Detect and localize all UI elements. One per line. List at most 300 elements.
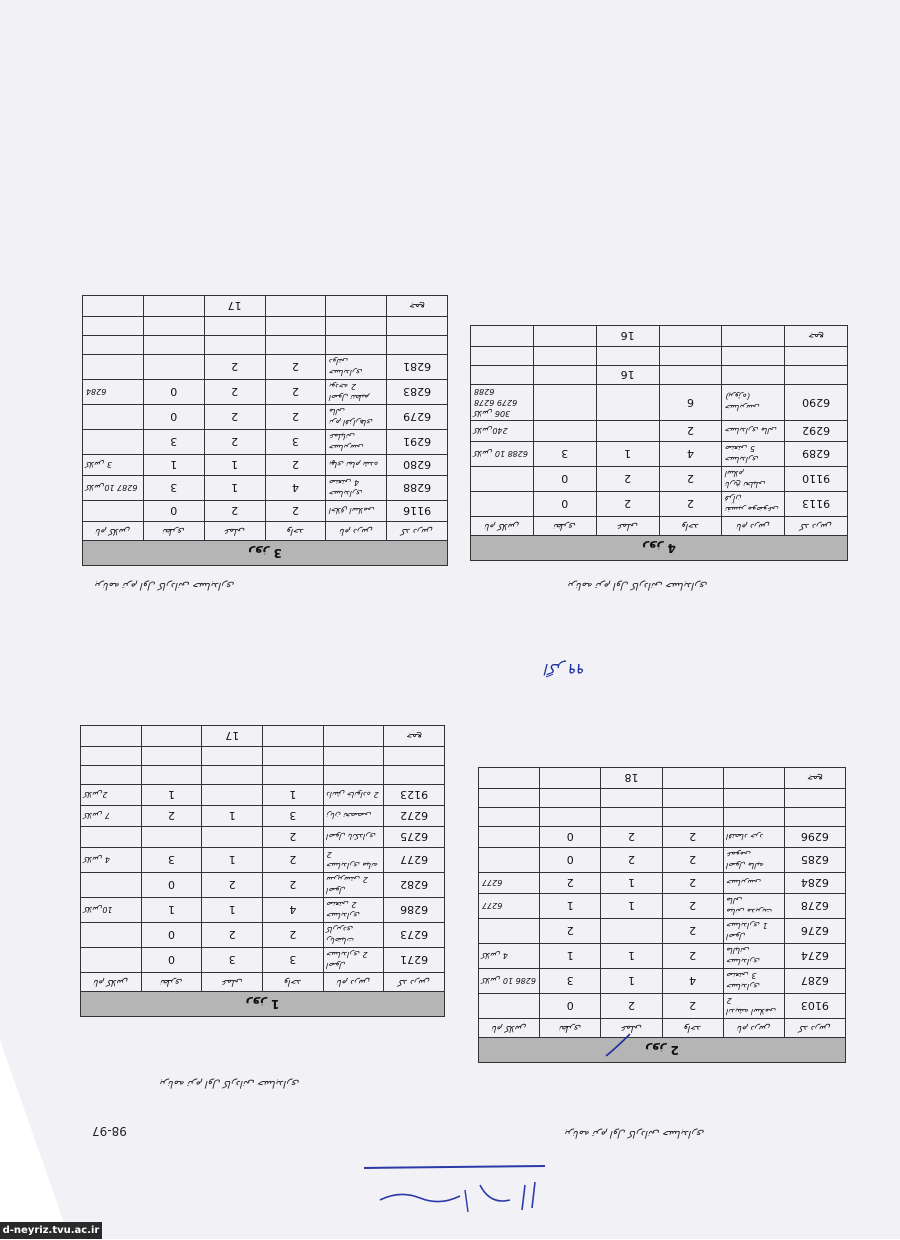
handwritten-note: ۹۹ اگر: [545, 660, 586, 678]
cell-units: 2: [265, 380, 326, 405]
cell-practical: [596, 421, 659, 442]
empty-cell: [533, 326, 596, 347]
cell-group: کلاس240: [471, 421, 534, 442]
cell-lesson: حسابداری مالیاتی: [723, 944, 784, 969]
cell-code: 6287: [784, 969, 845, 994]
cell-practical: 1: [601, 969, 662, 994]
site-badge: d-neyriz.tvu.ac.ir: [0, 1222, 102, 1239]
cell-group: 6277: [479, 894, 540, 919]
cell-group: [479, 848, 540, 873]
table-title: روز 4: [471, 536, 848, 561]
cell-code: 6273: [384, 923, 445, 948]
blank-row: [81, 747, 445, 766]
table-row: [471, 442, 848, 467]
total-label: جمع: [784, 768, 845, 789]
cell-group: [83, 355, 144, 380]
cell-practical: 2: [601, 994, 662, 1019]
cell-units: 2: [265, 455, 326, 476]
cell-practical: 1: [204, 476, 265, 501]
cell-group: [83, 430, 144, 455]
cell-theory: 3: [141, 848, 202, 873]
cell-group: [479, 994, 540, 1019]
cell-practical: 2: [601, 848, 662, 873]
table-row: [81, 848, 445, 873]
cell-group: [81, 923, 142, 948]
cell-lesson: حسابداری دولتی: [326, 355, 387, 380]
table-row: [479, 919, 846, 944]
empty-cell: [471, 366, 534, 385]
empty-cell: [81, 726, 142, 747]
cell-lesson: دانش خانواده 2: [323, 785, 384, 806]
empty-cell: [471, 347, 534, 366]
cell-units: 2: [265, 501, 326, 522]
empty-cell: [83, 317, 144, 336]
table-row: [81, 785, 445, 806]
cell-practical: 1: [596, 442, 659, 467]
blank-row: [83, 336, 448, 355]
schedule-table-day1: [80, 725, 445, 1017]
header-group: نام کلاس: [81, 973, 142, 992]
cell-practical: 2: [596, 467, 659, 492]
cell-group: کلاس 10 6288: [471, 442, 534, 467]
empty-cell: [662, 789, 723, 808]
table-row: [479, 827, 846, 848]
table-row: [81, 827, 445, 848]
cell-lesson: حسابرسی: [723, 873, 784, 894]
cell-group: [471, 492, 534, 517]
cell-theory: 0: [533, 492, 596, 517]
cell-code: 9110: [785, 467, 848, 492]
cell-theory: 1: [540, 894, 601, 919]
cell-practical: 2: [204, 430, 265, 455]
table-row: [479, 969, 846, 994]
cell-units: 3: [263, 948, 324, 973]
header-group: نام کلاس: [471, 517, 534, 536]
cell-practical: 1: [601, 873, 662, 894]
blank-row: [479, 808, 846, 827]
cell-units: 2: [263, 827, 324, 848]
cell-practical: [202, 827, 263, 848]
cell-practical: 2: [601, 827, 662, 848]
empty-cell: [384, 747, 445, 766]
total-value: 17: [202, 726, 263, 747]
total-row: [83, 296, 448, 317]
cell-practical: 1: [202, 806, 263, 827]
table-row: [81, 948, 445, 973]
cell-group: [83, 501, 144, 522]
header-lesson: نام درس: [323, 973, 384, 992]
cell-units: 2: [263, 848, 324, 873]
cell-group: [81, 948, 142, 973]
empty-cell: [601, 789, 662, 808]
header-theory: نظری: [540, 1019, 601, 1038]
empty-cell: [81, 766, 142, 785]
header-code: کد درس: [784, 1019, 845, 1038]
cell-practical: 2: [204, 380, 265, 405]
empty-cell: [722, 366, 785, 385]
table-row: [83, 355, 448, 380]
cell-units: 6: [659, 385, 722, 421]
empty-cell: [596, 347, 659, 366]
header-lesson: نام درس: [326, 522, 387, 541]
cell-group: کلاس 306 6278 6279 6288: [471, 385, 534, 421]
cell-code: 9113: [785, 492, 848, 517]
cell-lesson: اصول مالیه عمومی: [723, 848, 784, 873]
empty-cell: [265, 317, 326, 336]
cell-lesson: تاریخ تحلیلی اسلام: [722, 467, 785, 492]
table-row: [81, 923, 445, 948]
empty-cell: [83, 296, 144, 317]
empty-cell: [387, 336, 448, 355]
empty-cell: [785, 366, 848, 385]
subtotal-cell: 16: [596, 366, 659, 385]
cell-lesson: اقتصاد خرد: [723, 827, 784, 848]
empty-cell: [323, 747, 384, 766]
cell-theory: [533, 421, 596, 442]
cell-code: 6289: [785, 442, 848, 467]
caption-day3: برنامه ترم اول کاردانی حسابداری: [95, 580, 235, 591]
cell-code: 6296: [784, 827, 845, 848]
cell-code: 9123: [384, 785, 445, 806]
empty-cell: [723, 789, 784, 808]
cell-lesson: مبانی مدیریت مالی: [723, 894, 784, 919]
empty-cell: [533, 347, 596, 366]
table-title: روز 3: [83, 541, 448, 566]
cell-theory: 0: [540, 994, 601, 1019]
empty-cell: [83, 336, 144, 355]
cell-theory: 3: [143, 476, 204, 501]
cell-units: 2: [263, 923, 324, 948]
cell-units: 2: [659, 467, 722, 492]
pen-mark-icon: [604, 1030, 634, 1060]
cell-units: 2: [662, 944, 723, 969]
cell-code: 6279: [387, 405, 448, 430]
empty-cell: [326, 317, 387, 336]
empty-cell: [143, 336, 204, 355]
table-row: [81, 806, 445, 827]
table-title: روز 2: [479, 1038, 846, 1063]
cell-units: 2: [265, 405, 326, 430]
cell-units: 2: [662, 873, 723, 894]
header-code: کد درس: [387, 522, 448, 541]
cell-theory: 0: [143, 501, 204, 522]
cell-theory: 0: [533, 467, 596, 492]
table-row: [83, 501, 448, 522]
cell-code: 6288: [387, 476, 448, 501]
year-label: 98-97: [92, 1124, 127, 1138]
empty-cell: [143, 296, 204, 317]
header-units: واحد: [659, 517, 722, 536]
empty-cell: [141, 766, 202, 785]
empty-cell: [263, 726, 324, 747]
cell-theory: 2: [540, 919, 601, 944]
cell-practical: 1: [601, 944, 662, 969]
cell-practical: 2: [204, 501, 265, 522]
cell-code: 6274: [784, 944, 845, 969]
empty-cell: [601, 808, 662, 827]
empty-cell: [722, 326, 785, 347]
cell-practical: 2: [204, 405, 265, 430]
table-row: [81, 873, 445, 898]
cell-theory: 0: [143, 405, 204, 430]
cell-theory: 0: [141, 873, 202, 898]
cell-units: 4: [662, 969, 723, 994]
empty-cell: [202, 766, 263, 785]
cell-units: 2: [662, 848, 723, 873]
cell-theory: 1: [141, 898, 202, 923]
cell-code: 6276: [784, 919, 845, 944]
schedule-table-day4: [470, 325, 848, 561]
empty-cell: [204, 317, 265, 336]
cell-units: 1: [263, 785, 324, 806]
cell-practical: 1: [202, 848, 263, 873]
cell-practical: [601, 919, 662, 944]
cell-group: [479, 827, 540, 848]
header-theory: نظری: [533, 517, 596, 536]
header-theory: نظری: [143, 522, 204, 541]
empty-cell: [723, 808, 784, 827]
cell-practical: 1: [204, 455, 265, 476]
cell-lesson: اصول حسابداری 2: [323, 948, 384, 973]
cell-practical: 1: [202, 898, 263, 923]
cell-theory: 0: [141, 923, 202, 948]
header-theory: نظری: [141, 973, 202, 992]
table-row: [83, 380, 448, 405]
empty-cell: [479, 789, 540, 808]
blank-row: [83, 317, 448, 336]
table-row: [479, 848, 846, 873]
empty-cell: [323, 766, 384, 785]
total-label: جمع: [384, 726, 445, 747]
table-row: [479, 994, 846, 1019]
empty-cell: [323, 726, 384, 747]
table-block-day3: [82, 140, 448, 566]
cell-group: [81, 827, 142, 848]
empty-cell: [662, 768, 723, 789]
cell-code: 6292: [785, 421, 848, 442]
header-code: کد درس: [384, 973, 445, 992]
cell-lesson: اندیشه اسلامی 2: [723, 994, 784, 1019]
cell-lesson: اصول بانکداری: [323, 827, 384, 848]
cell-group: [471, 467, 534, 492]
cell-group: [479, 919, 540, 944]
cell-units: 2: [659, 492, 722, 517]
cell-code: 6278: [784, 894, 845, 919]
schedule-table-day3: [82, 295, 448, 566]
cell-group: کلاس 4: [81, 848, 142, 873]
cell-lesson: اخلاق اسلامی: [326, 501, 387, 522]
cell-units: 4: [659, 442, 722, 467]
cell-code: 6290: [785, 385, 848, 421]
empty-cell: [533, 366, 596, 385]
cell-theory: 0: [540, 827, 601, 848]
empty-cell: [265, 336, 326, 355]
cell-practical: 3: [202, 948, 263, 973]
cell-theory: 0: [141, 948, 202, 973]
cell-lesson: اصول سرپرستی 2: [323, 873, 384, 898]
caption-day2: برنامه ترم اول کاردانی حسابداری: [565, 1128, 705, 1139]
empty-cell: [784, 789, 845, 808]
cell-theory: 3: [533, 442, 596, 467]
cell-units: 3: [263, 806, 324, 827]
table-row: [83, 405, 448, 430]
cell-theory: 0: [540, 848, 601, 873]
cell-lesson: حسابداری صنعتی 5: [722, 442, 785, 467]
empty-cell: [659, 347, 722, 366]
cell-lesson: اصول تنظیم بودجه 2: [326, 380, 387, 405]
cell-units: 2: [265, 355, 326, 380]
cell-lesson: زبان تخصصی: [323, 806, 384, 827]
cell-lesson: نرم افزارهای مالی: [326, 405, 387, 430]
cell-group: کلاس2: [81, 785, 142, 806]
empty-cell: [326, 296, 387, 317]
cell-units: 4: [263, 898, 324, 923]
cell-units: 3: [265, 430, 326, 455]
table-row: [471, 421, 848, 442]
empty-cell: [81, 747, 142, 766]
cell-code: 6272: [384, 806, 445, 827]
header-units: واحد: [263, 973, 324, 992]
table-row: [83, 455, 448, 476]
cell-theory: 2: [141, 806, 202, 827]
cell-lesson: تفسیر موضوعی قرآن: [722, 492, 785, 517]
cell-code: 9116: [387, 501, 448, 522]
caption-day4: برنامه ترم اول کاردانی حسابداری: [568, 580, 708, 591]
cell-group: [83, 405, 144, 430]
cell-units: 4: [265, 476, 326, 501]
total-value: 16: [596, 326, 659, 347]
cell-code: 6283: [387, 380, 448, 405]
cell-units: 2: [659, 421, 722, 442]
cell-theory: 1: [143, 455, 204, 476]
cell-practical: 2: [202, 873, 263, 898]
empty-cell: [785, 347, 848, 366]
total-row: [479, 768, 846, 789]
empty-cell: [479, 808, 540, 827]
cell-code: 6286: [384, 898, 445, 923]
cell-theory: 3: [143, 430, 204, 455]
cell-theory: [143, 355, 204, 380]
cell-theory: 1: [141, 785, 202, 806]
header-lesson: نام درس: [722, 517, 785, 536]
empty-cell: [723, 768, 784, 789]
empty-cell: [784, 808, 845, 827]
table-block-day1: [80, 605, 445, 1017]
table-row: [471, 467, 848, 492]
cell-theory: 3: [540, 969, 601, 994]
table-row: [471, 492, 848, 517]
cell-practical: [202, 785, 263, 806]
cell-group: [81, 873, 142, 898]
cell-code: 6280: [387, 455, 448, 476]
cell-lesson: حسابداری صنعتی 2: [323, 898, 384, 923]
cell-code: 6271: [384, 948, 445, 973]
cell-group: کلاس10: [81, 898, 142, 923]
empty-cell: [326, 336, 387, 355]
empty-cell: [722, 347, 785, 366]
empty-cell: [540, 768, 601, 789]
cell-practical: 1: [601, 894, 662, 919]
cell-lesson: حسابداری صنعتی 3: [723, 969, 784, 994]
total-row: [81, 726, 445, 747]
cell-theory: [141, 827, 202, 848]
empty-cell: [659, 366, 722, 385]
empty-cell: [471, 326, 534, 347]
total-value: 18: [601, 768, 662, 789]
cell-code: 9103: [784, 994, 845, 1019]
header-practical: عملی: [601, 1019, 662, 1038]
cell-units: 2: [662, 827, 723, 848]
caption-day1: برنامه ترم اول کاردانی حسابداری: [160, 1078, 300, 1089]
folded-corner: [0, 1040, 70, 1240]
blank-row: [471, 347, 848, 366]
empty-cell: [141, 747, 202, 766]
table-row: [81, 898, 445, 923]
cell-theory: 0: [143, 380, 204, 405]
table-row: [479, 894, 846, 919]
cell-practical: 2: [596, 492, 659, 517]
empty-cell: [263, 747, 324, 766]
header-units: واحد: [265, 522, 326, 541]
cell-group: کلاس 4: [479, 944, 540, 969]
cell-lesson: حسابرسی عملیاتی: [326, 430, 387, 455]
header-code: کد درس: [785, 517, 848, 536]
cell-theory: [533, 385, 596, 421]
table-row: [479, 944, 846, 969]
table-row: [479, 873, 846, 894]
total-row: [471, 326, 848, 347]
empty-cell: [141, 726, 202, 747]
cell-group: کلاس 10 6286: [479, 969, 540, 994]
table-row: [471, 385, 848, 421]
cell-theory: 1: [540, 944, 601, 969]
table-title: روز 1: [81, 992, 445, 1017]
header-practical: عملی: [204, 522, 265, 541]
header-units: واحد: [662, 1019, 723, 1038]
empty-cell: [479, 768, 540, 789]
empty-cell: [659, 326, 722, 347]
empty-cell: [202, 747, 263, 766]
cell-lesson: حسابداری میانه 2: [323, 848, 384, 873]
cell-code: 6284: [784, 873, 845, 894]
total-label: جمع: [785, 326, 848, 347]
empty-cell: [204, 336, 265, 355]
empty-cell: [387, 317, 448, 336]
cell-group: 6284: [83, 380, 144, 405]
header-group: نام کلاس: [479, 1019, 540, 1038]
cell-practical: 2: [204, 355, 265, 380]
header-practical: عملی: [202, 973, 263, 992]
cell-code: 6291: [387, 430, 448, 455]
cell-group: کلاس10 6287: [83, 476, 144, 501]
table-row: [83, 430, 448, 455]
cell-group: کلاس 7: [81, 806, 142, 827]
cell-units: 2: [662, 994, 723, 1019]
total-value: 17: [204, 296, 265, 317]
header-lesson: نام درس: [723, 1019, 784, 1038]
cell-lesson: ریاضیات کاربردی: [323, 923, 384, 948]
blank-row: [81, 766, 445, 785]
empty-cell: [143, 317, 204, 336]
signature-icon: [360, 1160, 550, 1220]
cell-code: 6285: [784, 848, 845, 873]
cell-units: 2: [263, 873, 324, 898]
cell-units: 2: [662, 894, 723, 919]
cell-group: 6277: [479, 873, 540, 894]
cell-lesson: حسابداری مالی: [722, 421, 785, 442]
cell-group: کلاس 3: [83, 455, 144, 476]
cell-lesson: حسابرسی (پروژه): [722, 385, 785, 421]
